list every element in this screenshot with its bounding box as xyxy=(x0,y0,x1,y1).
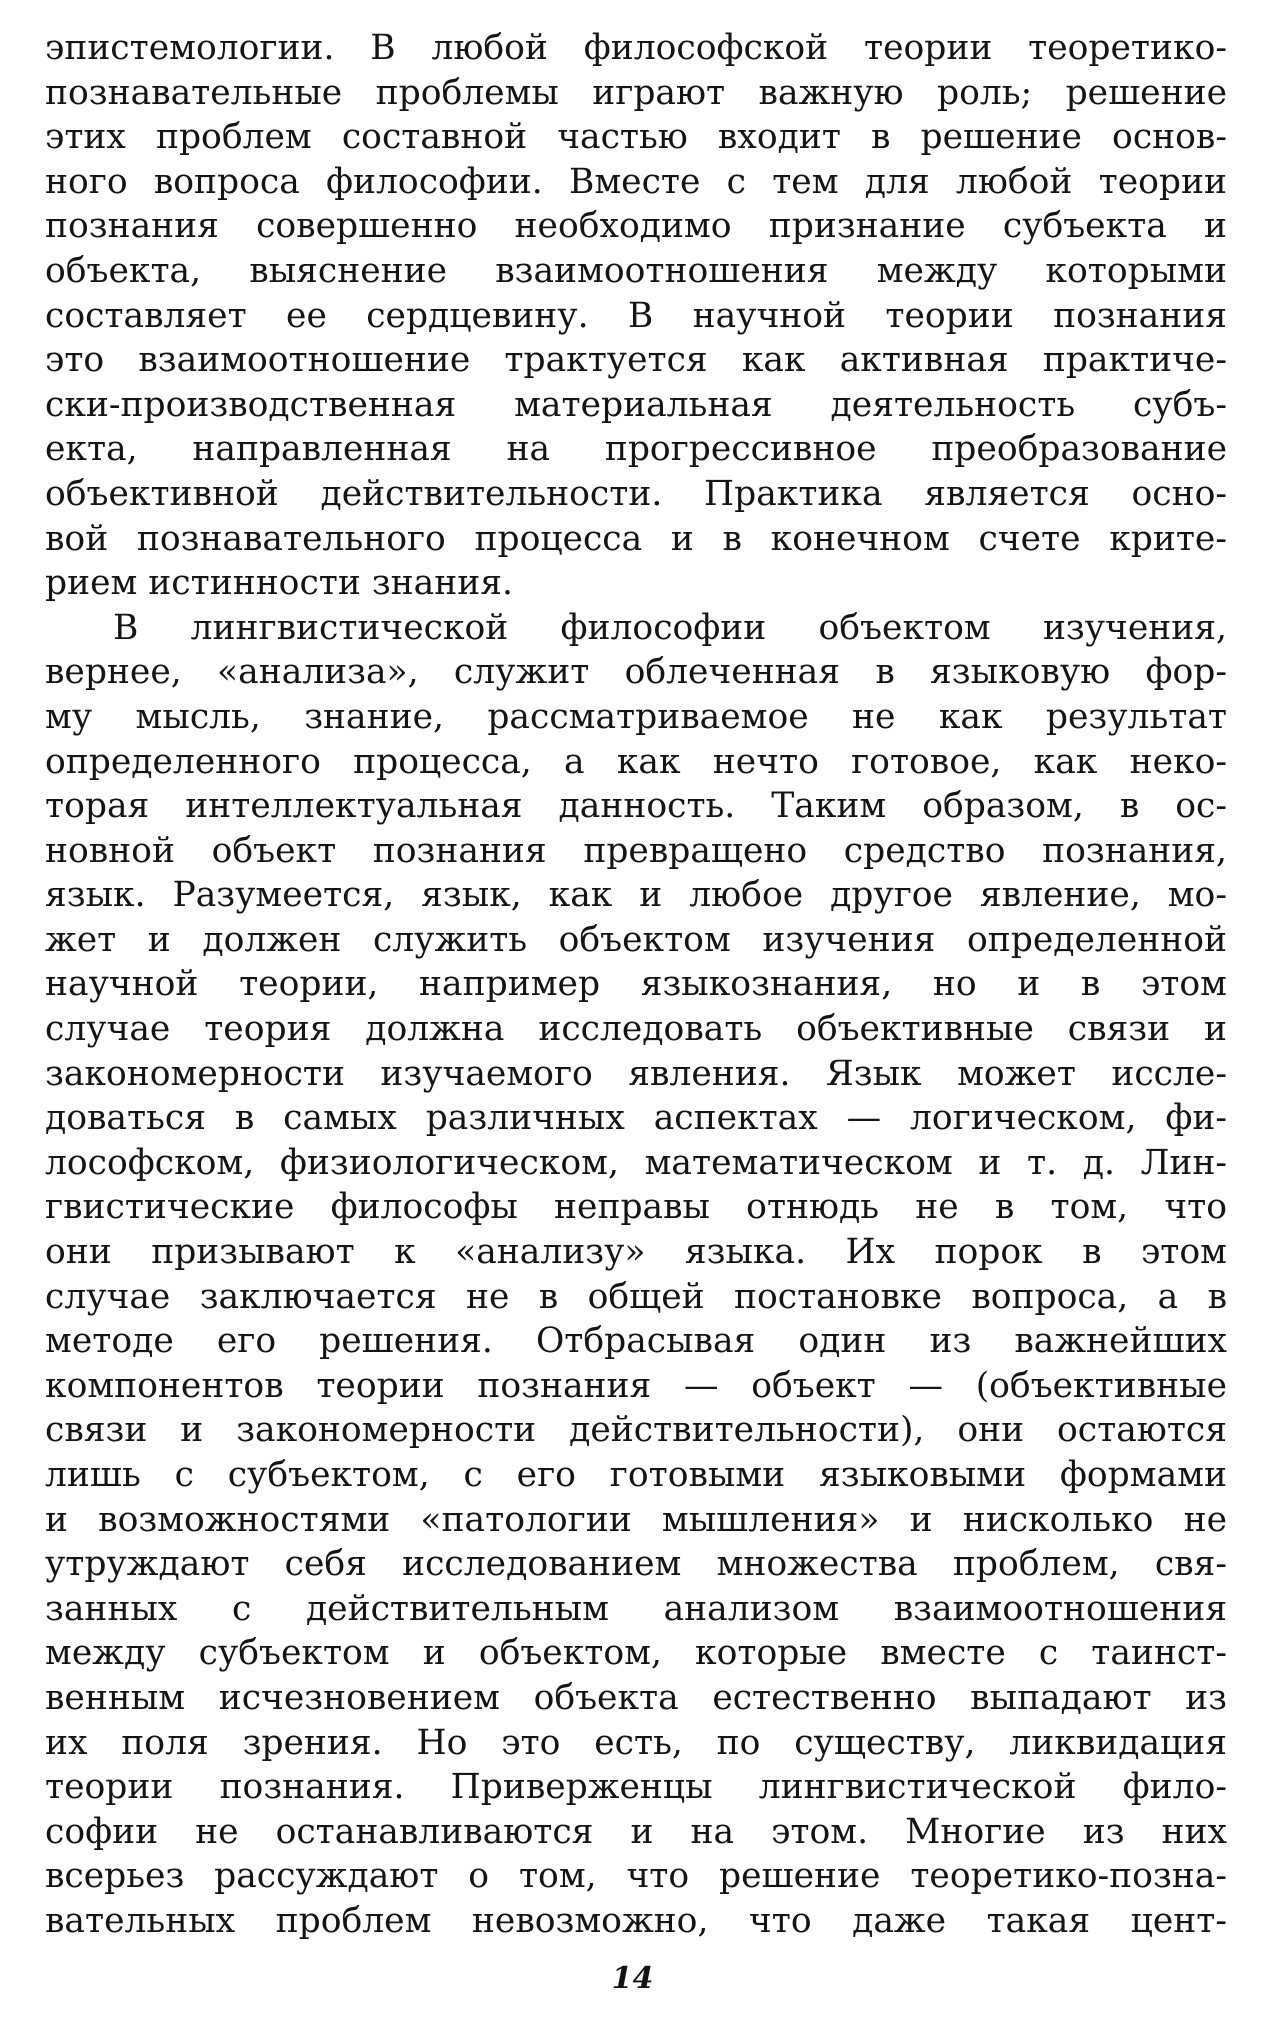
text-line: случае теория должна исследовать объективные связи и xyxy=(45,1009,1227,1050)
text-line: случае заключается не в общей постановке вопроса, а в xyxy=(45,1276,1227,1317)
text-line: гвистические философы неправы отнюдь не в том, что xyxy=(45,1187,1227,1228)
text-line: теории познания. Приверженцы лингвистической фило- xyxy=(45,1767,1227,1808)
text-line: лишь с субъектом, с его готовыми языковыми формами xyxy=(45,1455,1227,1495)
text-line: это взаимоотношение трактуется как активная практиче- xyxy=(45,340,1227,381)
text-line: вательных проблем невозможно, что даже такая цент- xyxy=(45,1900,1227,1941)
text-line: ного вопроса философии. Вместе с тем для любой теории xyxy=(45,161,1227,202)
text-line: торая интеллектуальная данность. Таким образом, в ос- xyxy=(45,786,1227,827)
text-line: методе его решения. Отбрасывая один из важнейших xyxy=(45,1321,1227,1362)
text-line: рием истинности знания. xyxy=(45,563,513,604)
text-line: связи и закономерности действительности), они остаются xyxy=(45,1410,1227,1451)
text-line: они призывают к «анализу» языка. Их порок в этом xyxy=(45,1232,1227,1273)
text-line: их поля зрения. Но это есть, по существу, ликвидация xyxy=(45,1722,1227,1763)
text-line: всерьез рассуждают о том, что решение теоретико-позна- xyxy=(45,1856,1227,1897)
text-line: научной теории, например языкознания, но и в этом xyxy=(45,964,1227,1005)
text-line: му мысль, знание, рассматриваемое не как результат xyxy=(45,696,1227,737)
body-text xyxy=(45,26,1227,1944)
text-line: венным исчезновением объекта естественно выпадают из xyxy=(45,1677,1227,1718)
text-line: этих проблем составной частью входит в решение основ- xyxy=(45,117,1227,158)
text-line: компонентов теории познания — объект — (объективные xyxy=(45,1365,1227,1406)
text-line: между субъектом и объектом, которые вместе с таинст- xyxy=(45,1633,1227,1674)
text-line: составляет ее сердцевину. В научной теории познания xyxy=(45,295,1227,336)
text-line: закономерности изучаемого явления. Язык может иссле- xyxy=(45,1053,1227,1094)
paragraph-2 xyxy=(45,606,1227,1944)
text-line: и возможностями «патологии мышления» и нисколько не xyxy=(45,1499,1227,1540)
text-line: новной объект познания превращено средство познания, xyxy=(45,830,1227,871)
text-line: вой познавательного процесса и в конечном счете крите- xyxy=(45,518,1227,559)
text-line: эпистемологии. В любой философской теории теоретико- xyxy=(45,28,1227,68)
text-line: объективной действительности. Практика является осно- xyxy=(45,473,1227,514)
text-line: лософском, физиологическом, математическом и т. д. Лин- xyxy=(45,1142,1227,1183)
text-line: екта, направленная на прогрессивное преобразование xyxy=(45,429,1227,470)
text-line: познавательные проблемы играют важную роль; решение xyxy=(45,72,1227,113)
text-line: занных с действительным анализом взаимоотношения xyxy=(45,1588,1227,1629)
text-line: язык. Разумеется, язык, как и любое другое явление, мо- xyxy=(45,875,1227,916)
text-line: познания совершенно необходимо признание субъекта и xyxy=(45,206,1227,247)
text-line: определенного процесса, а как нечто готовое, как неко- xyxy=(45,741,1227,782)
text-line: софии не останавливаются и на этом. Многие из них xyxy=(45,1811,1227,1852)
text-line: доваться в самых различных аспектах — логическом, фи- xyxy=(45,1098,1227,1139)
text-line: жет и должен служить объектом изучения определенной xyxy=(45,919,1227,960)
page-number: 14 xyxy=(611,1961,654,1996)
text-line: утруждают себя исследованием множества проблем, свя- xyxy=(45,1544,1227,1585)
text-line: ски-производственная материальная деятельность субъ- xyxy=(45,384,1227,425)
paragraph-1 xyxy=(45,26,1227,606)
text-line: вернее, «анализа», служит облеченная в языковую фор- xyxy=(45,652,1227,693)
text-line: объекта, выяснение взаимоотношения между которыми xyxy=(45,250,1227,291)
text-line: В лингвистической философии объектом изучения, xyxy=(113,607,1227,648)
